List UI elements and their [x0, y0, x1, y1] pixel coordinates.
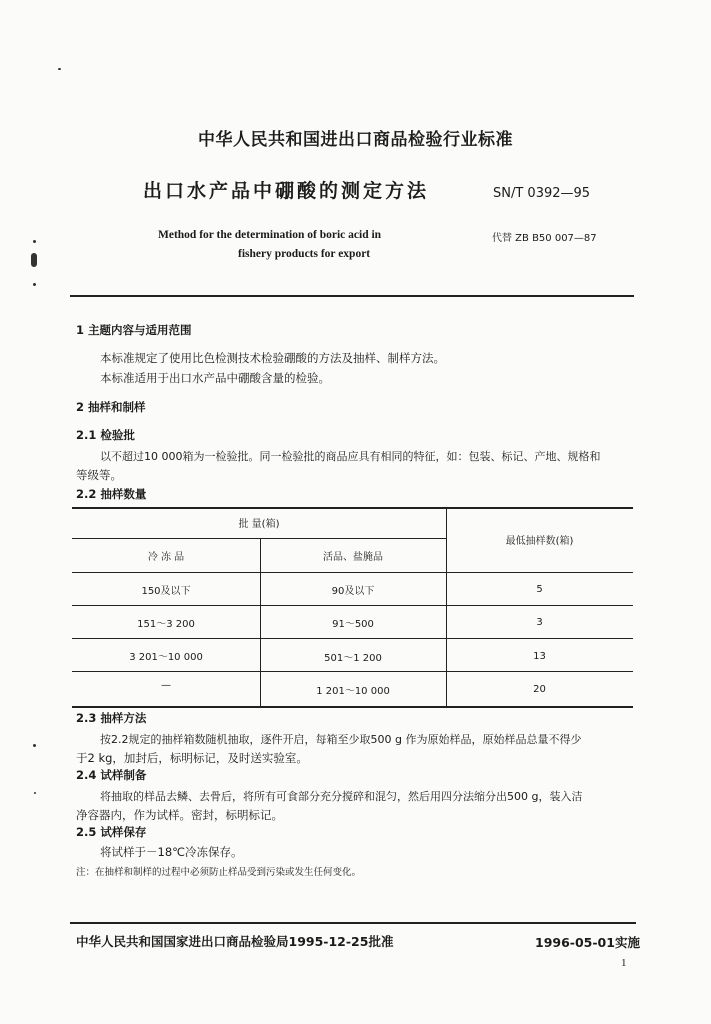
- table-header-live-salted: 活品、盐腌品: [323, 552, 383, 563]
- page-number: 1: [621, 957, 627, 969]
- section-2-4-heading: 2.4 试样制备: [76, 768, 147, 782]
- section-2-3-paragraph-1: 按2.2规定的抽样箱数随机抽取，逐件开启，每箱至少取500 g 作为原始样品，原始样品总量不得少: [100, 733, 582, 746]
- english-title-line-2: fishery products for export: [238, 248, 371, 260]
- table-header-min-samples: 最低抽样数(箱): [505, 536, 574, 547]
- section-2-5-paragraph-1: 将试样于－18℃冷冻保存。: [100, 845, 243, 859]
- section-2-1-paragraph-2: 等级等。: [76, 468, 122, 482]
- table-cell: 90及以下: [331, 586, 375, 597]
- scan-speck: [58, 68, 61, 70]
- table-cell: 501～1 200: [324, 653, 382, 664]
- table-cell: 3 201～10 000: [129, 652, 203, 663]
- table-group-header: 批 量(箱): [238, 519, 280, 530]
- effective-date: 1996-05-01实施: [535, 935, 640, 950]
- table-cell: 13: [533, 651, 546, 662]
- org-title: 中华人民共和国进出口商品检验行业标准: [198, 130, 513, 150]
- section-1-heading: 1 主题内容与适用范围: [76, 323, 192, 337]
- section-2-5-heading: 2.5 试样保存: [76, 825, 147, 839]
- section-2-3-heading: 2.3 抽样方法: [76, 711, 147, 725]
- section-2-1-paragraph-1: 以不超过10 000箱为一检验批。同一检验批的商品应具有相同的特征，如：包装、标记、产地、规格和: [100, 450, 601, 463]
- table-cell: 1 201～10 000: [316, 686, 390, 697]
- binding-hole-mark: [31, 253, 37, 267]
- table-cell: 3: [536, 617, 543, 628]
- section-1-paragraph-1: 本标准规定了使用比色检测技术检验硼酸的方法及抽样、制样方法。: [100, 351, 445, 365]
- table-cell: 91～500: [332, 619, 374, 630]
- scan-speck: [33, 283, 36, 286]
- section-2-2-heading: 2.2 抽样数量: [76, 487, 147, 501]
- scan-speck: [33, 744, 36, 747]
- standard-number: SN/T 0392—95: [493, 186, 591, 201]
- header-divider: [70, 295, 634, 297]
- sampling-note: 注：在抽样和制样的过程中必须防止样品受到污染或发生任何变化。: [76, 867, 362, 878]
- approval-line: 中华人民共和国国家进出口商品检验局1995-12-25批准: [76, 934, 394, 949]
- table-cell: —: [161, 680, 171, 691]
- doc-title: 出口水产品中硼酸的测定方法: [143, 180, 430, 202]
- table-cell: 5: [536, 584, 543, 595]
- section-2-4-paragraph-1: 将抽取的样品去鳞、去骨后，将所有可食部分充分搅碎和混匀，然后用四分法缩分出500 g，装入洁: [100, 790, 583, 803]
- section-2-heading: 2 抽样和制样: [76, 400, 146, 414]
- scan-speck: [34, 792, 36, 794]
- table-cell: 20: [533, 684, 546, 695]
- section-1-paragraph-2: 本标准适用于出口水产品中硼酸含量的检验。: [100, 371, 330, 385]
- section-2-3-paragraph-2: 于2 kg，加封后，标明标记，及时送实验室。: [76, 751, 308, 765]
- table-cell: 150及以下: [141, 586, 191, 597]
- footer-divider: [70, 922, 636, 924]
- table-cell: 151～3 200: [137, 619, 195, 630]
- section-2-1-heading: 2.1 检验批: [76, 428, 135, 442]
- table-header-frozen: 冷 冻 品: [147, 552, 185, 563]
- scan-speck: [33, 240, 36, 243]
- english-title-line-1: Method for the determination of boric acid in: [158, 229, 382, 241]
- section-2-4-paragraph-2: 净容器内，作为试样。密封，标明标记。: [76, 808, 283, 822]
- replaces-standard: 代替 ZB B50 007—87: [492, 233, 597, 244]
